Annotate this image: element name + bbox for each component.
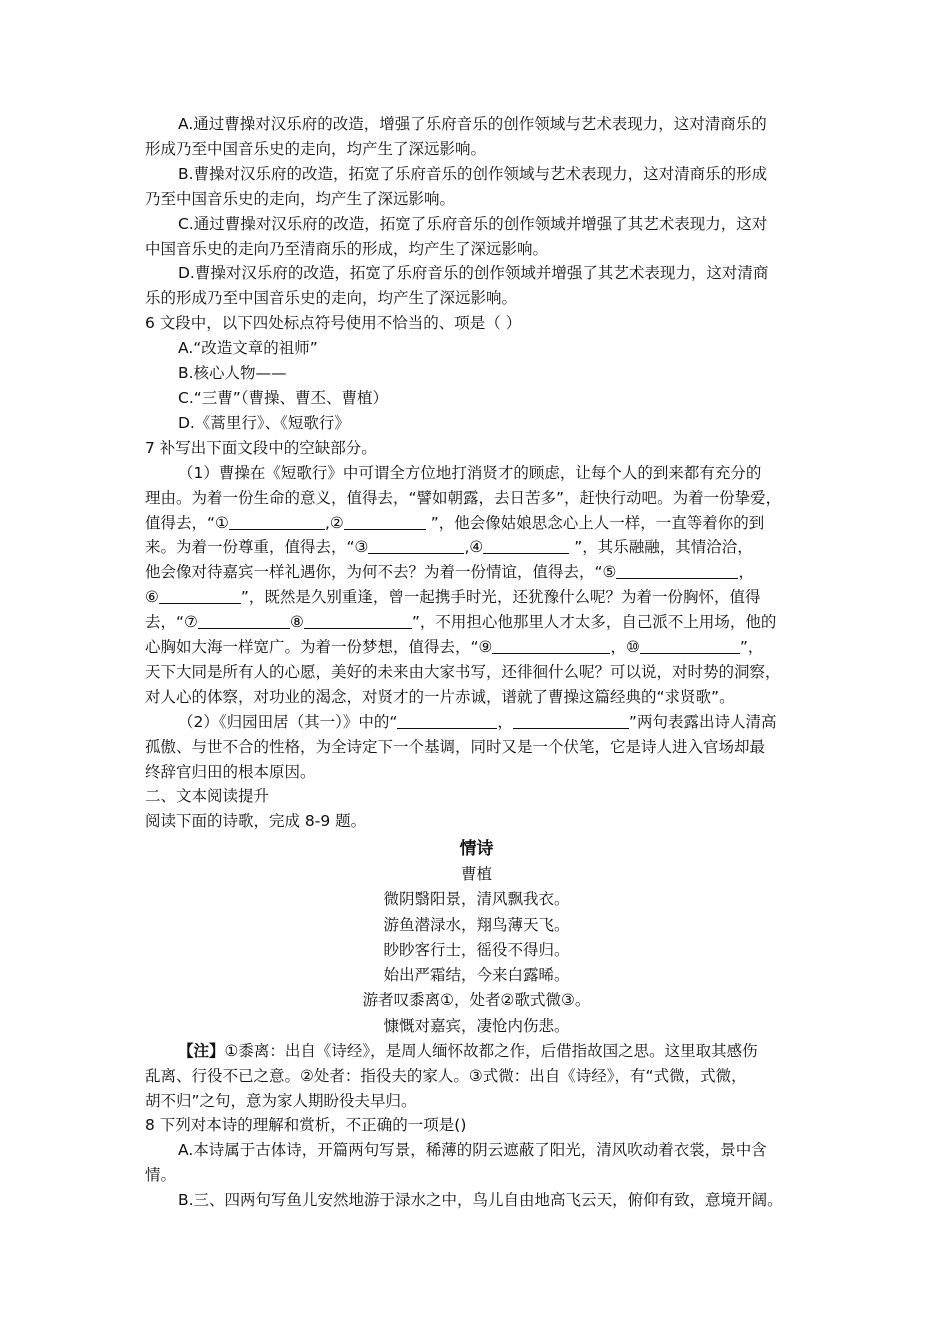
blank-2[interactable] xyxy=(344,513,426,530)
q7-p1-line9: 天下大同是所有人的心愿，美好的未来由大家书写，还徘徊什么呢？可以说，对时势的洞察， xyxy=(145,662,781,681)
q7-p1-line2: 理由。为着一份生命的意义，值得去，“譬如朝露，去日苦多”，赶快行动吧。为着一份挚爱， xyxy=(145,488,782,507)
blank-10[interactable] xyxy=(640,637,740,654)
note-text: ①黍离：出自《诗经》，是周人缅怀故都之作，后借指故国之思。这里取其感伤 xyxy=(224,1041,758,1060)
poem-line: 眇眇客行士，徭役不得归。 xyxy=(383,940,570,959)
q7-p1-line5 xyxy=(145,560,808,585)
q7-text: ， xyxy=(497,712,513,731)
q7-text: ”，其乐融融，其情洽洽， xyxy=(569,538,753,557)
q7-text: ,② xyxy=(324,513,344,532)
poem-line: 游鱼潜渌水，翔鸟薄天飞。 xyxy=(383,915,570,934)
section-heading: 二、文本阅读提升 xyxy=(145,787,270,806)
q7-text: 心胸如大海一样宽广。为着一份梦想，值得去，“⑨ xyxy=(145,638,493,657)
blank-8[interactable] xyxy=(304,612,412,629)
q6-option-a: A.“改造文章的祖师” xyxy=(178,339,318,358)
note-line2: 乱离、行役不已之意。②处者：指役夫的家人。③式微：出自《诗经》，有“式微，式微， xyxy=(145,1066,747,1085)
reading-instruction: 阅读下面的诗歌，完成 8-9 题。 xyxy=(145,812,367,831)
q7-text: 来。为着一份尊重，值得去，“③ xyxy=(145,538,369,557)
q7-p1-line4 xyxy=(145,535,808,560)
blank-12[interactable] xyxy=(513,712,629,729)
q5-option-c-line2: 中国音乐史的走向乃至清商乐的形成，均产生了深远影响。 xyxy=(145,239,549,258)
q7-p1-line10: 对人心的体察，对功业的渴念，对贤才的一片赤诚，谱就了曹操这篇经典的“求贤歌”。 xyxy=(145,687,735,706)
q8-option-a-line1: A.本诗属于古体诗，开篇两句写景，稀薄的阴云遮蔽了阳光，清风吹动着衣裳，景中含 xyxy=(178,1141,767,1160)
note-head: 【注】 xyxy=(178,1041,225,1060)
q5-option-a-line2: 形成乃至中国音乐史的走向，均产生了深远影响。 xyxy=(145,139,487,158)
q7-text: ， xyxy=(738,563,754,582)
q7-p1-line1: （1）曹操在《短歌行》中可谓全方位地打消贤才的顾虑，让每个人的到来都有充分的 xyxy=(178,463,762,482)
q7-text: ，⑩ xyxy=(610,638,640,657)
q7-p2-line3: 终辞官归田的根本原因。 xyxy=(145,762,316,781)
q7-p1-line6 xyxy=(145,585,808,610)
q7-text: ”，既然是久别重逢，曾一起携手时光，还犹豫什么呢？为着一份胸怀，值得 xyxy=(240,588,761,607)
blank-6[interactable] xyxy=(159,587,241,604)
q6-stem: 6 文段中，以下四处标点符号使用不恰当的、项是（ ） xyxy=(145,314,522,333)
poem-line: 游者叹黍离①，处者②歌式微③。 xyxy=(362,991,591,1010)
q6-option-d: D.《蒿里行》、《短歌行》 xyxy=(178,413,350,432)
q7-p2-line1 xyxy=(145,710,808,735)
q6-option-b: B.核心人物—— xyxy=(178,364,287,383)
q5-option-d-line1: D.曹操对汉乐府的改造，拓宽了乐府音乐的创作领域并增强了其艺术表现力，这对清商 xyxy=(178,264,769,283)
q5-option-a-line1: A.通过曹操对汉乐府的改造，增强了乐府音乐的创作领域与艺术表现力，这对清商乐的 xyxy=(178,115,767,133)
q7-text: 值得去，“① xyxy=(145,513,229,532)
blank-9[interactable] xyxy=(492,637,610,654)
q5-option-b-line2: 乃至中国音乐史的走向，均产生了深远影响。 xyxy=(145,189,456,208)
poem-line: 始出严霜结，今来白露晞。 xyxy=(383,966,570,985)
blank-1[interactable] xyxy=(229,513,325,530)
blank-3[interactable] xyxy=(368,537,464,554)
q5-option-c-line1: C.通过曹操对汉乐府的改造，拓宽了乐府音乐的创作领域并增强了其艺术表现力，这对 xyxy=(178,214,768,233)
q7-text: ,④ xyxy=(464,538,484,557)
note-line1 xyxy=(145,1039,808,1064)
q5-option-b-line1: B.曹操对汉乐府的改造，拓宽了乐府音乐的创作领域与艺术表现力，这对清商乐的形成 xyxy=(178,164,768,183)
q7-text: ”两句表露出诗人清高 xyxy=(628,712,777,731)
q5-option-d-line2: 乐的形成乃至中国音乐史的走向，均产生了深远影响。 xyxy=(145,289,518,308)
q7-p1-line8 xyxy=(145,635,808,660)
poem-line: 微阴翳阳景，清风飘我衣。 xyxy=(383,890,570,909)
poem-author: 曹植 xyxy=(460,865,492,884)
blank-5[interactable] xyxy=(616,562,738,579)
q7-stem: 7 补写出下面文段中的空缺部分。 xyxy=(145,438,377,457)
q8-option-a-line2: 情。 xyxy=(145,1166,177,1185)
document-page xyxy=(145,112,808,1213)
q7-p2-line2: 孤傲、与世不合的性格，为全诗定下一个基调，同时又是一个伏笔，它是诗人进入官场却最 xyxy=(145,737,766,756)
poem-line: 慷慨对嘉宾，凄怆内伤悲。 xyxy=(383,1016,570,1035)
blank-4[interactable] xyxy=(483,537,569,554)
q8-option-b-line1: B.三、四两句写鱼儿安然地游于渌水之中，鸟儿自由地高飞云天，俯仰有致，意境开阔。 xyxy=(178,1191,783,1210)
q7-text: 他会像对待嘉宾一样礼遇你，为何不去？为着一份情谊，值得去，“⑤ xyxy=(145,563,617,582)
q7-text: ⑥ xyxy=(145,588,159,607)
q7-p1-line7 xyxy=(145,610,808,635)
poem-title: 情诗 xyxy=(459,839,494,860)
q7-p1-line3 xyxy=(145,511,808,536)
blank-7[interactable] xyxy=(198,612,290,629)
q7-text: （2）《归园田居（其一）》中的“ xyxy=(178,712,398,731)
q7-text: ”， xyxy=(739,638,764,657)
q7-text: ⑧ xyxy=(289,613,304,632)
q6-option-c: C.“三曹”（曹操、曹丕、曹植） xyxy=(178,388,389,407)
q7-text: ”，他会像姑娘思念心上人一样，一直等着你的到 xyxy=(425,513,765,532)
note-line3: 胡不归”之句，意为家人期盼役夫早归。 xyxy=(145,1091,417,1110)
q7-text: 去，“⑦ xyxy=(145,613,198,632)
q8-stem: 8 下列对本诗的理解和赏析，不正确的一项是() xyxy=(145,1116,467,1135)
blank-11[interactable] xyxy=(397,712,497,729)
q7-text: ”，不用担心他那里人才太多，自己派不上用场，他的 xyxy=(411,613,777,632)
